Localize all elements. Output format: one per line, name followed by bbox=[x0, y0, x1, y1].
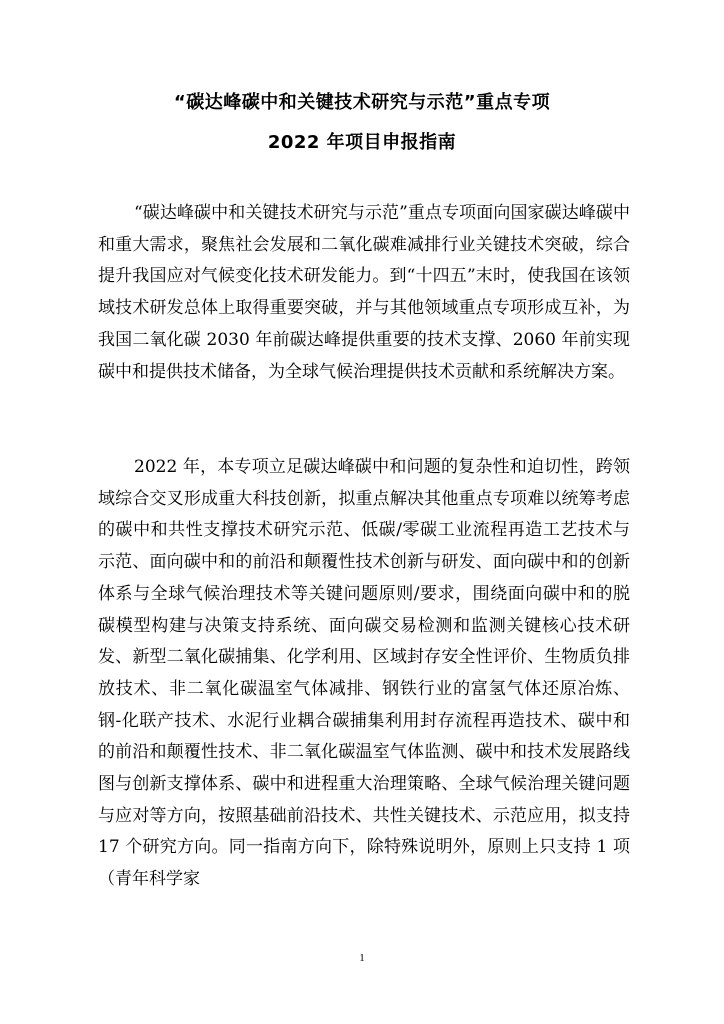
document-title-line-2: 2022 年项目申报指南 bbox=[267, 132, 457, 153]
page-number: 1 bbox=[359, 952, 365, 964]
body-paragraph-1: “碳达峰碳中和关键技术研究与示范”重点专项面向国家碳达峰碳中和重大需求，聚焦社会发展和二氧化碳难减排行业关键技术突破，综合提升我国应对气候变化技术研发能力。到“十四五”末时，使我国在该领域技术研发总体上取得重要突破，并与其他领域重点专项形成互补，为我国二氧化碳 2030 年前碳达峰提供重要的技术支撑、2060 年前实现碳中和提供技术储备，为全球气候治理提供技术贡献和系统解决方案。 bbox=[98, 203, 630, 382]
document-title-line-1: “碳达峰碳中和关键技术研究与示范”重点专项 bbox=[173, 92, 551, 113]
body-paragraph-2: 2022 年，本专项立足碳达峰碳中和问题的复杂性和迫切性，跨领域综合交叉形成重大科技创新，拟重点解决其他重点专项难以统筹考虑的碳中和共性支撑技术研究示范、低碳/零碳工业流程再造工艺技术与示范、面向碳中和的前沿和颠覆性技术创新与研发、面向碳中和的创新体系与全球气候治理技术等关键问题原则/要求，围绕面向碳中和的脱碳模型构建与决策支持系统、面向碳交易检测和监测关键核心技术研发、新型二氧化碳捕集、化学利用、区域封存安全性评价、生物质负排放技术、非二氧化碳温室气体减排、钢铁行业的富氢气体还原冶炼、钢-化联产技术、水泥行业耦合碳捕集利用封存流程再造技术、碳中和的前沿和颠覆性技术、非二氧化碳温室气体监测、碳中和技术发展路线图与创新支撑体系、碳中和进程重大治理策略、全球气候治理关键问题与应对等方向，按照基础前沿技术、共性关键技术、示范应用，拟支持 17 个研究方向。同一指南方向下，除特殊说明外，原则上只支持 1 项（青年科学家 bbox=[98, 457, 630, 890]
